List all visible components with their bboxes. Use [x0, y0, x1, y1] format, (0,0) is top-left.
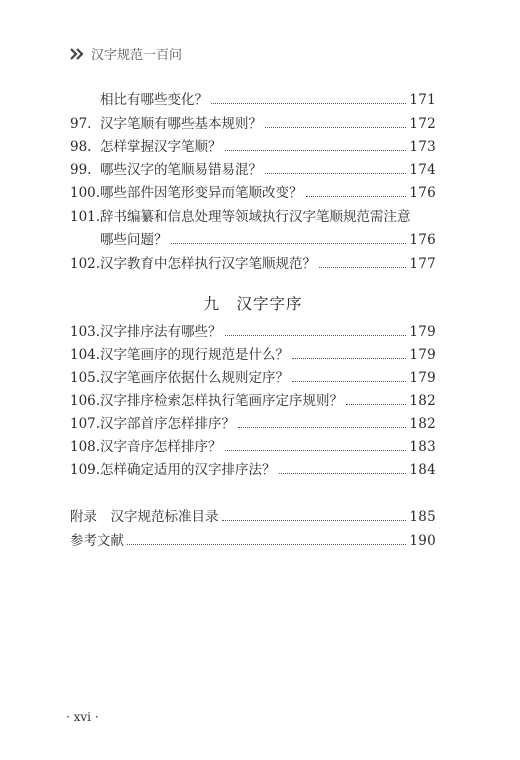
dot-leader [238, 426, 406, 428]
toc-entry [70, 90, 436, 110]
toc-entry-page: 182 [409, 393, 436, 409]
dot-leader [279, 472, 407, 474]
toc-entry-number: 107. [70, 416, 101, 432]
toc-entry-title: 哪些问题？ [100, 232, 168, 248]
toc-entry-number: 97. [70, 116, 92, 132]
toc-entry-title: 哪些部件因笔形变异而笔顺改变？ [100, 185, 303, 201]
toc-entry-title: 哪些汉字的笔顺易错易混？ [100, 162, 262, 178]
toc-entry [70, 391, 436, 411]
toc-entry-number: 104. [70, 347, 101, 363]
toc-entry-number: 102. [70, 256, 101, 272]
dot-leader [225, 334, 407, 336]
toc-entry-page: 176 [409, 185, 436, 201]
book-title: 汉字规范一百问 [91, 48, 183, 63]
toc-entry-title: 汉字教育中怎样执行汉字笔顺规范？ [100, 256, 316, 272]
toc-entry-title: 汉字音序怎样排序？ [100, 439, 222, 455]
toc-entry-number: 105. [70, 370, 101, 386]
toc-entry-title: 汉字笔顺有哪些基本规则？ [100, 116, 262, 132]
toc-entry-title: 相比有哪些变化？ [100, 92, 208, 108]
toc-entry [70, 114, 436, 134]
toc-entry [70, 437, 436, 457]
dot-leader [225, 149, 407, 151]
page-number: · xvi · [66, 710, 99, 724]
dot-leader [292, 357, 406, 359]
toc-entry [70, 254, 436, 274]
toc-entry-title: 汉字部首序怎样排序？ [100, 416, 235, 432]
toc-entry-number: 108. [70, 439, 101, 455]
toc-entry-page: 177 [409, 256, 436, 272]
toc-entry-page: 179 [409, 370, 436, 386]
double-chevron-icon [70, 48, 84, 60]
dot-leader [292, 380, 406, 382]
dot-leader [127, 543, 406, 545]
section-heading: 九 汉字字序 [203, 295, 303, 313]
toc-entry-page: 179 [409, 347, 436, 363]
toc-entry [70, 507, 436, 527]
dot-leader [211, 102, 406, 104]
toc-entry-number: 99. [70, 162, 92, 178]
toc-entry-number: 109. [70, 462, 101, 478]
toc-entry [70, 368, 436, 388]
toc-entry [70, 160, 436, 180]
toc-entry-number: 100. [70, 185, 101, 201]
toc-entry [70, 460, 436, 480]
toc-entry-page: 171 [409, 92, 436, 108]
toc-entry [70, 322, 436, 342]
toc-entry-page: 174 [409, 162, 436, 178]
toc-entry-page: 190 [409, 533, 436, 549]
toc-entry-page: 185 [409, 509, 436, 525]
toc-entry-page: 172 [409, 116, 436, 132]
toc-entry-title: 汉字笔画序依据什么规则定序？ [100, 370, 289, 386]
dot-leader [346, 403, 406, 405]
toc-entry-page: 184 [409, 462, 436, 478]
toc-entry-title: 附录 汉字规范标准目录 [70, 509, 219, 525]
toc-entry [70, 183, 436, 203]
running-header [70, 44, 182, 63]
toc-entry-number: 103. [70, 324, 101, 340]
toc-entry [70, 414, 436, 434]
toc-entry-title: 怎样掌握汉字笔顺？ [100, 139, 222, 155]
dot-leader [225, 449, 407, 451]
dot-leader [319, 266, 406, 268]
toc-entry-page: 176 [409, 232, 436, 248]
toc-entry-title: 汉字笔画序的现行规范是什么？ [100, 347, 289, 363]
toc-entry-page: 183 [409, 439, 436, 455]
toc-entry [70, 531, 436, 551]
toc-entry-page: 179 [409, 324, 436, 340]
toc-entry-title: 汉字排序检索怎样执行笔画序定序规则？ [100, 393, 343, 409]
toc-entry-page: 173 [409, 139, 436, 155]
toc-entry-title: 辞书编纂和信息处理等领域执行汉字笔顺规范需注意 [100, 209, 411, 225]
dot-leader [306, 195, 407, 197]
toc-entry-number: 101. [70, 209, 101, 225]
toc-entry-title: 怎样确定适用的汉字排序法？ [100, 462, 276, 478]
toc-entry [70, 137, 436, 157]
dot-leader [265, 172, 406, 174]
toc-entry-number: 106. [70, 393, 101, 409]
toc-entry [70, 345, 436, 365]
toc-entry-number: 98. [70, 139, 92, 155]
dot-leader [222, 519, 407, 521]
toc-entry-title: 汉字排序法有哪些？ [100, 324, 222, 340]
toc-entry [70, 230, 436, 250]
dot-leader [171, 242, 407, 244]
toc-entry-title: 参考文献 [70, 533, 124, 549]
toc-entry [70, 207, 436, 227]
toc-entry-page: 182 [409, 416, 436, 432]
dot-leader [265, 126, 406, 128]
